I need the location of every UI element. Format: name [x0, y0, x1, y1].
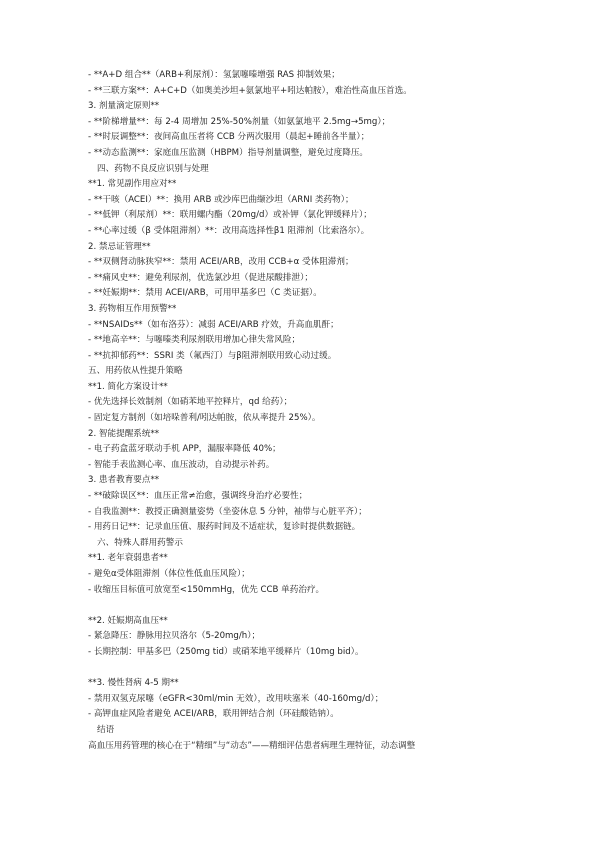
- text-line: - 自我监测**：教授正确测量姿势（坐姿休息 5 分钟，袖带与心脏平齐）；: [88, 506, 367, 517]
- text-line: - **地高辛**：与噻嗪类利尿剂联用增加心律失常风险；: [88, 335, 301, 346]
- section-heading: 四、药物不良反应识别与处理: [97, 163, 209, 174]
- text-line: - 固定复方制剂（如培哚普利/吲达帕胺，依从率提升 25%）。: [88, 413, 321, 424]
- text-line: - 避免α受体阻滞剂（体位性低血压风险）；: [88, 569, 250, 579]
- text-line: - **双侧肾动脉狭窄**：禁用 ACEI/ARB，改用 CCB+α 受体阻滞剂；: [88, 257, 354, 268]
- text-line: - **干咳（ACEI）**：换用 ARB 或沙库巴曲缬沙坦（ARNI 类药物）；: [88, 194, 354, 205]
- section-heading: 结语: [97, 724, 115, 735]
- text-line: - **痛风史**：避免利尿剂，优选氯沙坦（促进尿酸排泄）；: [88, 272, 313, 283]
- text-line: - 用药日记**：记录血压值、服药时间及不适症状，复诊时提供数据链。: [88, 522, 361, 533]
- text-line: 3. 剂量滴定原则**: [88, 101, 160, 112]
- text-line: - **抗抑郁药**：SSRI 类（氟西汀）与β阻滞剂联用致心动过缓。: [88, 350, 337, 361]
- text-line: - 禁用双氢克尿噻（eGFR<30ml/min 无效），改用呋塞米（40-160mg/d）；: [88, 693, 384, 704]
- text-line: - **阶梯增量**：每 2-4 周增加 25%-50%剂量（如氨氯地平 2.5mg→5mg）；: [88, 116, 391, 127]
- text-line: - **妊娠期**：禁用 ACEI/ARB，可用甲基多巴（C 类证据）。: [88, 288, 322, 299]
- text-line: - **NSAIDs**（如布洛芬）：减弱 ACEI/ARB 疗效，升高血肌酐；: [88, 319, 339, 330]
- text-line: **1. 老年衰弱患者**: [88, 553, 168, 564]
- text-line: 高血压用药管理的核心在于“精细”与“动态”——精细评估患者病理生理特征，动态调整: [88, 740, 416, 751]
- text-line: 五、用药依从性提升策略: [88, 366, 183, 377]
- section-heading: 六、特殊人群用药警示: [97, 537, 183, 548]
- text-line: - **时辰调整**：夜间高血压者将 CCB 分两次服用（晨起+睡前各半量）；: [88, 132, 370, 143]
- text-line: - 高钾血症风险者避免 ACEI/ARB，联用钾结合剂（环硅酸锆钠）。: [88, 709, 339, 720]
- text-line: - **三联方案**：A+C+D（如奥美沙坦+氨氯地平+吲达帕胺），难治性高血压首选。: [88, 85, 412, 96]
- text-line: 2. 智能提醒系统**: [88, 428, 160, 439]
- text-line: - **A+D 组合**（ARB+利尿剂）：氢氯噻嗪增强 RAS 抑制效果；: [88, 70, 340, 80]
- text-line: - 优先选择长效制剂（如硝苯地平控释片，qd 给药）；: [88, 397, 293, 408]
- text-line: - 紧急降压：静脉用拉贝洛尔（5-20mg/h）；: [88, 631, 261, 642]
- text-line: - 智能手表监测心率、血压波动，自动提示补药。: [88, 459, 275, 470]
- text-line: - **低钾（利尿剂）**：联用螺内酯（20mg/d）或补钾（氯化钾缓释片）；: [88, 210, 372, 221]
- text-line: 3. 药物相互作用预警**: [88, 303, 177, 314]
- blank-line: [88, 661, 518, 677]
- text-line: **2. 妊娠期高血压**: [88, 615, 168, 626]
- text-line: - 长期控制：甲基多巴（250mg tid）或硝苯地平缓释片（10mg bid）。: [88, 646, 364, 657]
- text-line: - 电子药盒蓝牙联动手机 APP，漏服率降低 40%；: [88, 444, 281, 455]
- text-line: **1. 常见副作用应对**: [88, 179, 177, 190]
- document-body: [88, 68, 518, 754]
- text-line: **1. 简化方案设计**: [88, 381, 168, 392]
- text-line: - 收缩压目标值可放宽至<150mmHg，优先 CCB 单药治疗。: [88, 584, 325, 595]
- text-line: **3. 慢性肾病 4-5 期**: [88, 678, 179, 689]
- text-line: - **心率过缓（β 受体阻滞剂）**：改用高选择性β1 阻滞剂（比索洛尔）。: [88, 225, 370, 236]
- blank-line: [88, 598, 518, 614]
- text-line: - **破除误区**：血压正常≠治愈，强调终身治疗必要性；: [88, 491, 308, 502]
- text-line: - **动态监测**：家庭血压监测（HBPM）指导剂量调整，避免过度降压。: [88, 147, 369, 158]
- text-line: 2. 禁忌证管理**: [88, 241, 151, 252]
- text-line: 3. 患者教育要点**: [88, 475, 160, 486]
